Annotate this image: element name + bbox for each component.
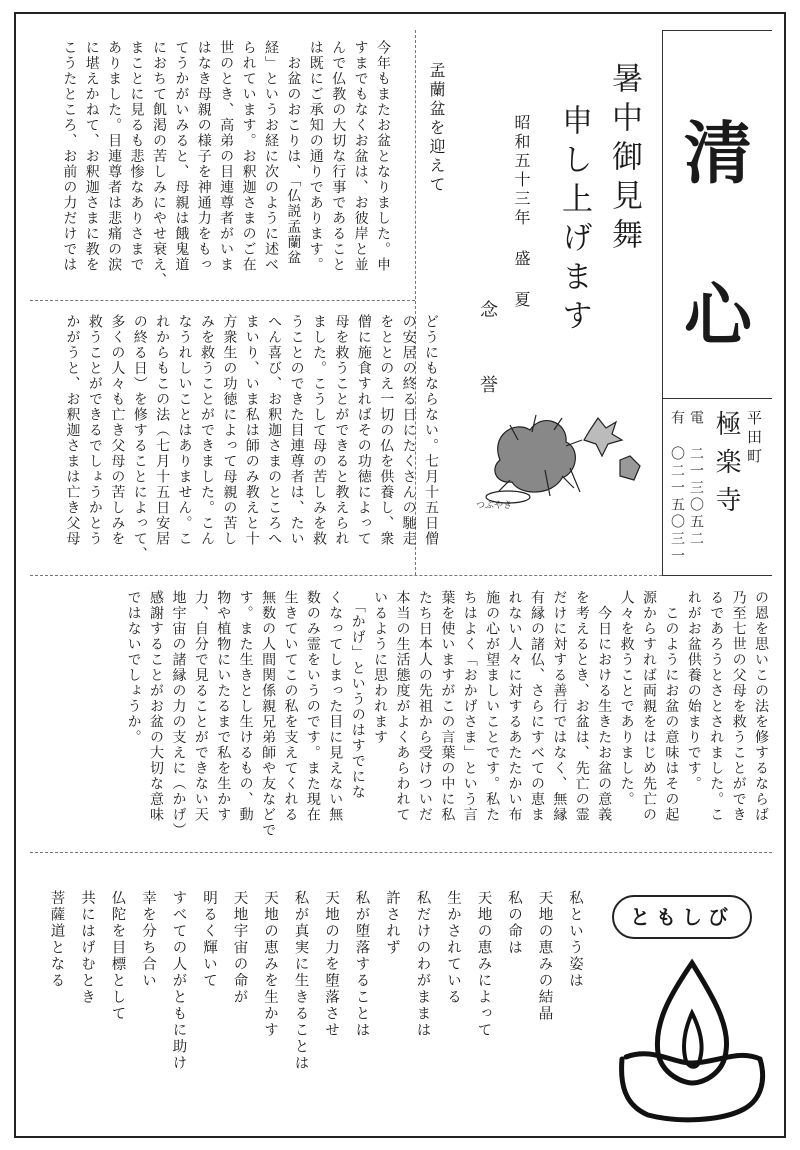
poem-divider [30, 852, 772, 853]
title-char-1: 清 [684, 114, 753, 194]
illustration-signature: つぶやき [476, 501, 513, 510]
greeting-line-2: 申し上げます [556, 104, 592, 338]
title-box-divider [662, 398, 772, 399]
title-box-top [662, 30, 772, 31]
title-box-bottom [662, 575, 772, 576]
title-box-left [662, 30, 663, 575]
article-middle-divider [30, 300, 415, 301]
article-continued-text: の恩を思いこの法を修するならば 乃至七世の父母を救うことができ るであろうとさとされました。こ れがお盆供養の始まりです。 このようにお盆の意味はその起 源からすれば両親をはじめ先亡の 人々を救うことでありました。 今日における生きたお盆の意義 を考えるとき、お盆は、先亡の霊 だけに対する善行ではなく、無縁 有縁の諸仏、さらにすべての恵ま れない人々に対するあたたかい布 施の心が望ましいことです。私た ちはよく「おかげさま」という言 葉を使いますがこの言葉の中に私 たち日本人の先祖から受けついだ 本当の生活態度がよくあらわれて いるように思われます 「かげ」というのはすでにな くなってしまった目に見えない無 数のみ霊をいうのです。また現在 生きていてこの私を支えてくれる 無数の人間関係親兄弟師や友などで す。また生きとし生けるもの、動 物や植物にいたるまで私を生かす 力、自分で見ることができない天 地宇宙の諸縁の力の支えに（かげ） 感謝することがお盆の大切な意味 ではないでしょうか。 [125, 590, 769, 838]
title-char-2: 心 [684, 276, 753, 356]
tomoshibi-poem: 私という姿は 天地の恵みの結晶 私の命は 天地の恵みによって 生かされている 私だけのわがままは 許されず 私が堕落することは 天地の力を堕落させ 私が真実に生きることは 天地の恵みを生かす 天地宇宙の命が 明るく輝いて すべての人がともに助け 幸を分ち合い 仏陀を目標として 共にはげむとき 菩薩道となる [48, 890, 583, 1072]
greeting-line-1: 暑中御見舞 [606, 62, 642, 257]
section-divider [30, 575, 662, 576]
tomoshibi-label: ともしび [612, 895, 752, 939]
candle-icon [612, 955, 772, 1125]
temple-account: 有 〇二一五〇三一 [669, 410, 685, 565]
greeting-sender: 念 誉 [477, 300, 498, 411]
article-lower-text: どうにもならない。七月十五日僧 の安居の終る日にたくさんの馳走 をととのえ一切の仏を供養し、衆 僧に施食すればその功徳によって 母を救うことができると教えられ ました。こうして母の苦しみを救 うことのできた目連尊者は、たい へん喜び、お釈迦さまのところへ まいり、いま私は師のみ教えと十 方衆生の功徳によって母親の苦し みを救うことができました。こん なうれしいことはありません。こ れからもこの法（七月十五日安居 の終る日）を修することによって、 多くの人々も亡き父母の苦しみを 救うことができるでしょうかとう かがうと、お釈迦さまは亡き父母 [64, 314, 439, 562]
temple-phone: 電 二一三〇五二 [688, 410, 704, 548]
temple-name: 極楽寺 [711, 410, 741, 524]
article-heading: 孟蘭盆を迎えて [427, 62, 446, 195]
lotus-sketch-illustration [470, 400, 655, 510]
greeting-date: 昭和五十三年 盛 夏 [512, 114, 531, 310]
article-upper-text: 今年もまたお盆となりました。申 すまでもなくお盆は、お彼岸と並 んで仏教の大切な行事であること は既にご承知の通りであります。 お盆のおこりは、「仏説孟蘭盆 経」というお経に次のように述べ られています。お釈迦さまのご在 世のとき、高弟の目連尊者がいま はなき母親の様子を神通力をもっ てうかがいみると、母親は餓鬼道 におちて飢渇の苦しみにやせ衰え、 まことに見るも悲惨なありさまで ありました。目連尊者は悲痛の涙 に堪えかねて、お釈迦さまに教を こうたところ、お前の力だけでは [61, 40, 391, 288]
temple-town: 平田町 [745, 410, 763, 467]
